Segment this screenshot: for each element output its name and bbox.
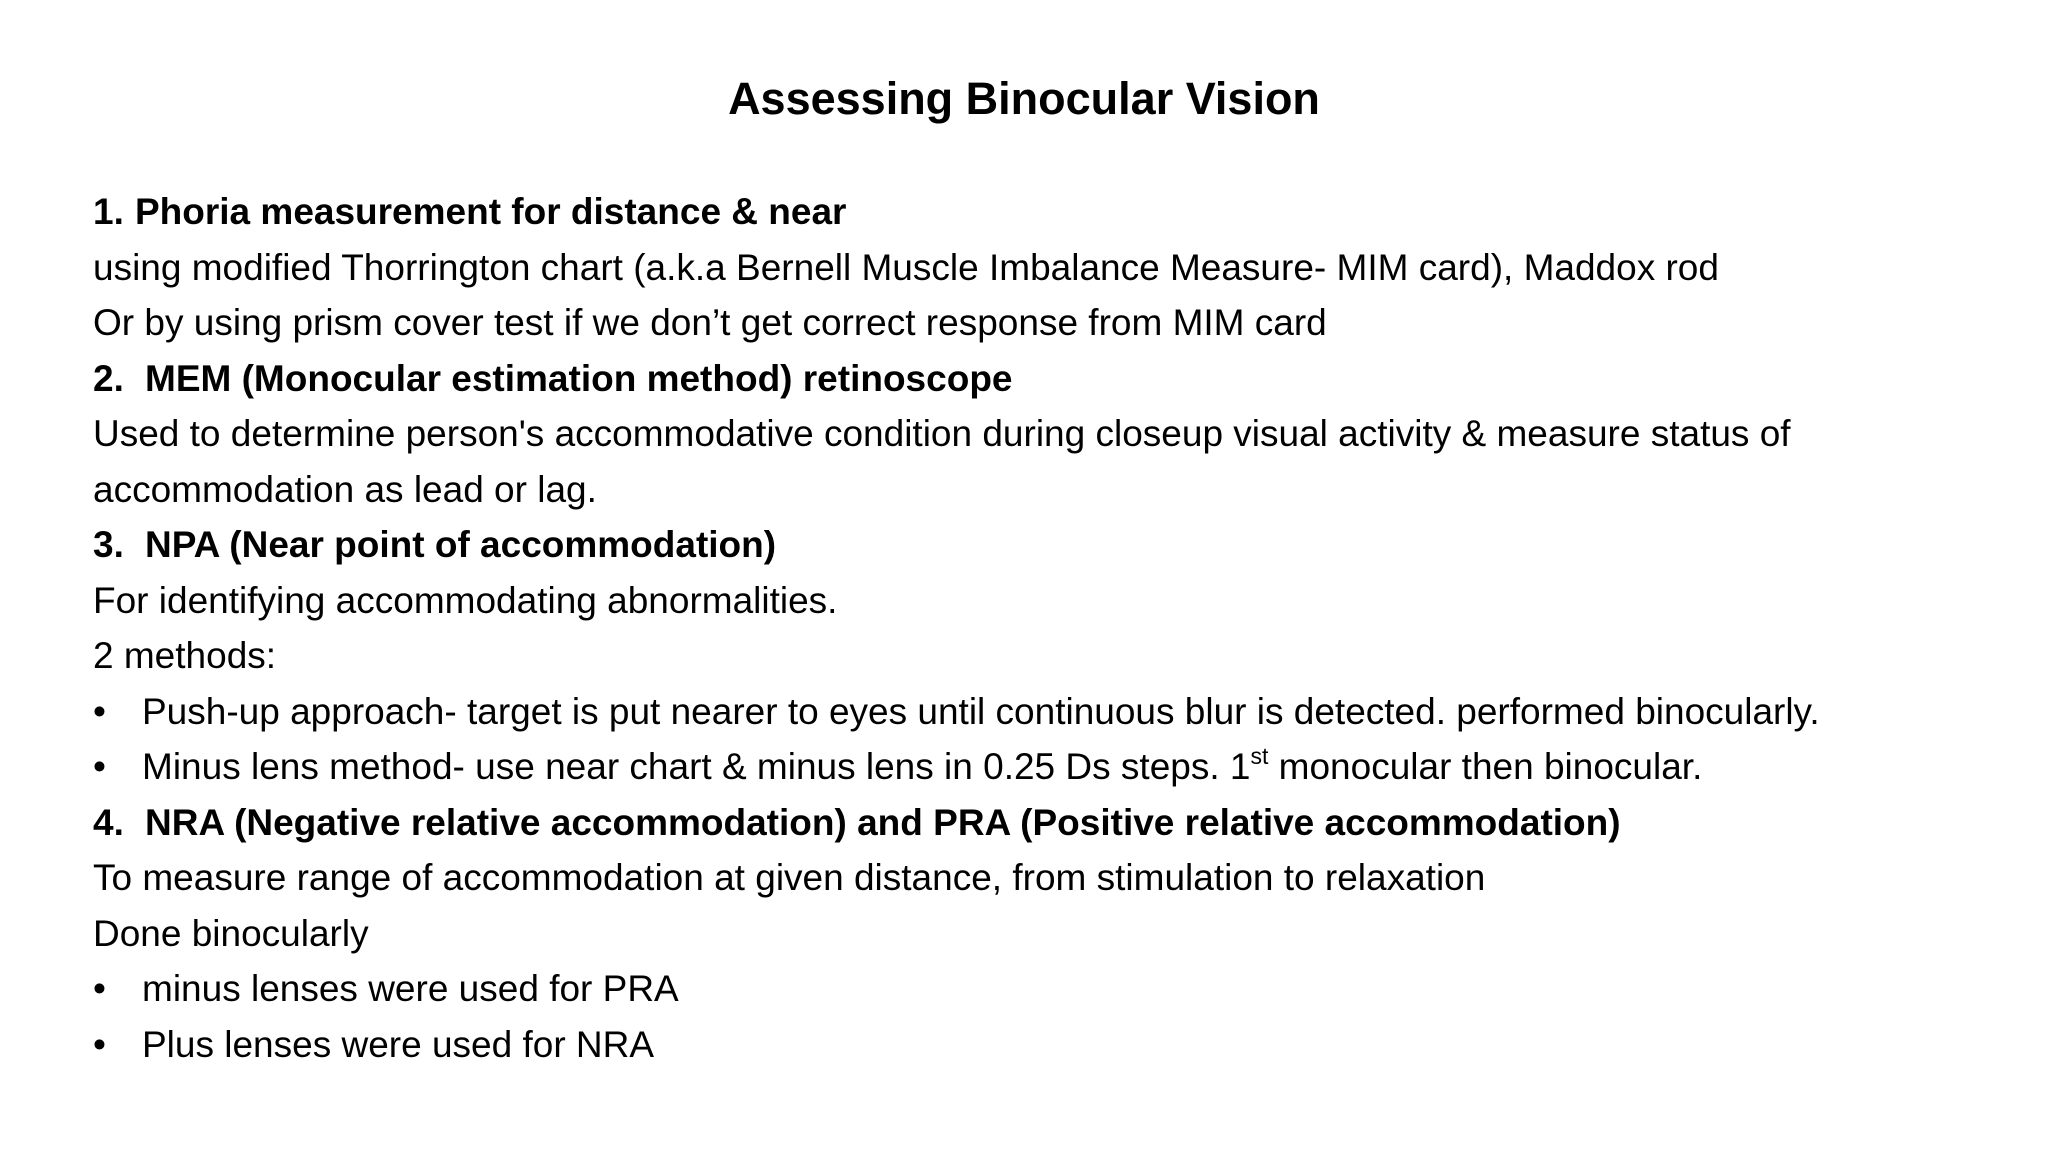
section-3-heading-text: NPA (Near point of accommodation) [145, 524, 777, 565]
section-3-heading [93, 517, 1993, 573]
section-3-bullet-2 [93, 739, 1993, 795]
section-1-heading [93, 184, 1993, 240]
section-4-bullet-1 [93, 961, 1993, 1017]
section-2-line-2: accommodation as lead or lag. [93, 468, 597, 510]
slide-title: Assessing Binocular Vision [728, 73, 1320, 124]
section-4-heading [93, 795, 1993, 851]
section-4-heading-text: NRA (Negative relative accommodation) and PRA (Positive relative accommodation) [145, 801, 1621, 843]
section-1-line-1: using modified Thorrington chart (a.k.a Bernell Muscle Imbalance Measure- MIM card), Maddox rod [93, 246, 1719, 288]
section-4-bullet-2 [93, 1017, 1993, 1073]
section-2-heading-text: MEM (Monocular estimation method) retinoscope [145, 357, 1013, 399]
bullet-text: Push-up approach- target is put nearer to eyes until continuous blur is detected. performed binocularly. [142, 690, 1820, 732]
bullet-superscript: st [1250, 743, 1269, 769]
bullet-text-before: Minus lens method- use near chart & minus lens in 0.25 Ds steps. 1 [142, 746, 1251, 787]
section-3-line-2: 2 methods: [93, 635, 277, 676]
section-2-number: 2. [93, 357, 124, 399]
bullet-icon: • [93, 746, 106, 787]
bullet-icon: • [93, 690, 106, 732]
section-3-number: 3. [93, 524, 124, 565]
section-2-line-1: Used to determine person's accommodative condition during closeup visual activity & measure status of [93, 413, 1791, 454]
bullet-icon: • [93, 968, 106, 1009]
section-3-line-1: For identifying accommodating abnormalities. [93, 579, 838, 621]
bullet-text-after: monocular then binocular. [1268, 746, 1703, 787]
bullet-icon: • [93, 1023, 106, 1065]
bullet-text: minus lenses were used for PRA [142, 968, 679, 1009]
slide-body [93, 184, 1993, 1072]
bullet-text: Plus lenses were used for NRA [142, 1023, 655, 1065]
section-3-bullet-1 [93, 684, 1993, 740]
section-1-number: 1. [93, 191, 124, 232]
section-4-line-1: To measure range of accommodation at given distance, from stimulation to relaxation [93, 857, 1486, 898]
section-2-heading [93, 351, 1993, 407]
section-4-line-2: Done binocularly [93, 912, 369, 954]
section-1-line-2: Or by using prism cover test if we don’t get correct response from MIM card [93, 302, 1327, 343]
section-4-number: 4. [93, 801, 124, 843]
section-1-heading-text: Phoria measurement for distance & near [135, 191, 847, 232]
